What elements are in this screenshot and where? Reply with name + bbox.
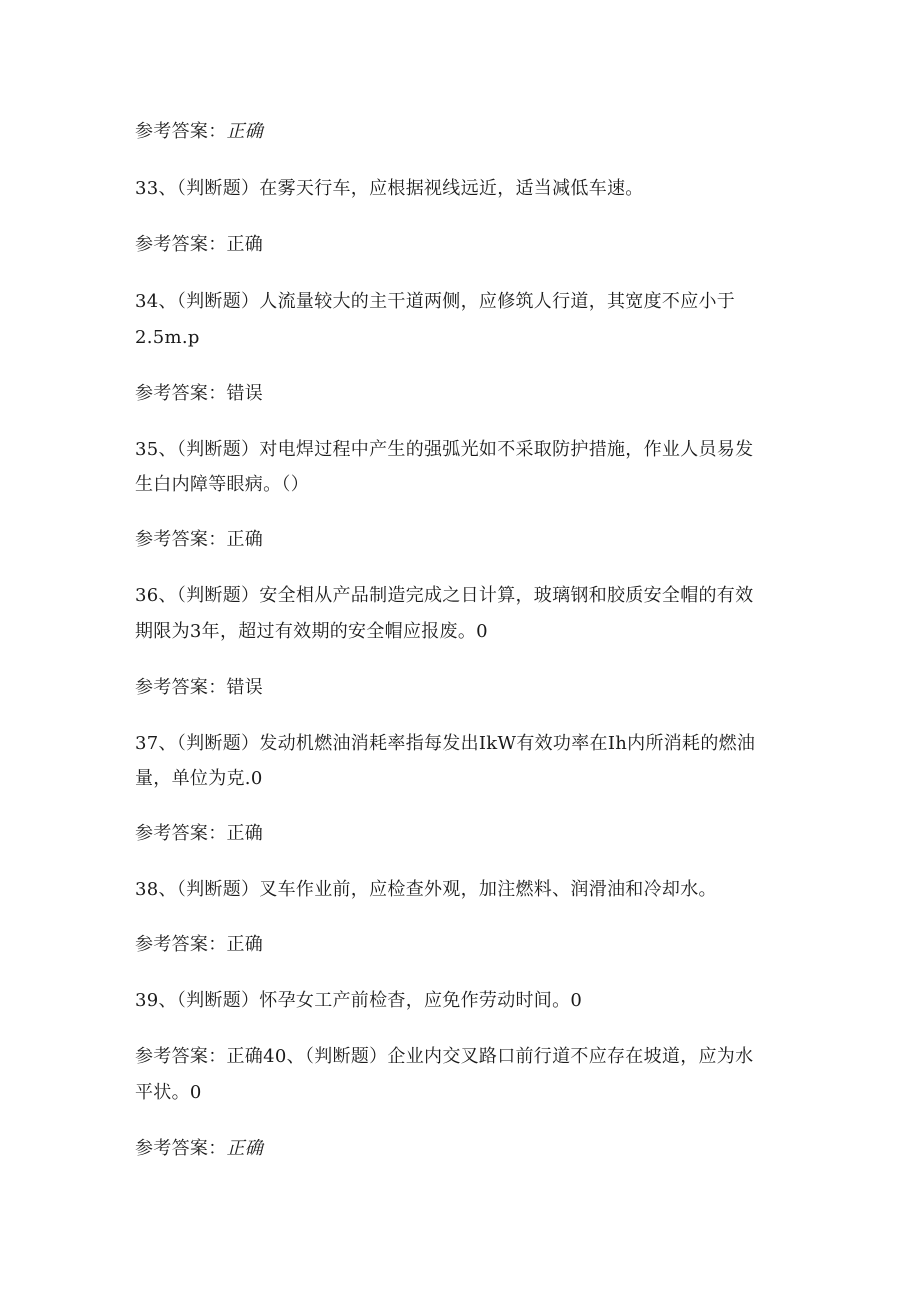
answer-value: 错误 [226,383,264,404]
answer-label: 参考答案： [135,383,227,404]
question-text: 生白内障等眼病。（） [135,474,309,495]
answer-line [135,821,785,847]
question-text: 38、（判断题）叉车作业前，应检查外观，加注燃料、润滑油和冷却水。 [135,879,717,900]
answer-label: 参考答案： [135,1138,227,1159]
question-34-line-2 [135,325,785,351]
question-33 [135,176,785,202]
answer-label: 参考答案： [135,234,227,255]
question-40-line-2 [135,1080,785,1106]
answer-line [135,232,785,258]
question-text: 期限为3年，超过有效期的安全帽应报废。0 [135,621,488,642]
answer-value: 正确 [226,121,264,142]
answer-value: 正确 [226,934,264,955]
question-39 [135,988,785,1014]
answer-label: 参考答案： [135,934,227,955]
answer-line-with-question-40 [135,1044,785,1070]
question-34-line-1 [135,289,785,315]
answer-label: 参考答案： [135,121,227,142]
question-text: 40、（判断题）企业内交叉路口前行道不应存在坡道，应为水 [263,1046,754,1067]
answer-label: 参考答案： [135,1046,227,1067]
question-38 [135,877,785,903]
answer-value: 错误 [226,677,264,698]
answer-label: 参考答案： [135,823,227,844]
question-text: 2.5m.p [135,327,200,348]
answer-line [135,1136,785,1162]
question-text: 量，单位为克.0 [135,768,263,789]
answer-line [135,119,785,145]
answer-value: 正确 [226,823,264,844]
answer-line [135,932,785,958]
question-35-line-1 [135,437,785,463]
question-text: 35、（判断题）对电焊过程中产生的强弧光如不采取防护措施，作业人员易发 [135,439,754,460]
answer-line [135,675,785,701]
answer-label: 参考答案： [135,529,227,550]
question-text: 36、（判断题）安全相从产品制造完成之日计算，玻璃钢和胶质安全帽的有效 [135,585,754,606]
question-text: 37、（判断题）发动机燃油消耗率指每发出IkW有效功率在Ih内所消耗的燃油 [135,733,756,754]
question-37-line-2 [135,766,785,792]
question-text: 33、（判断题）在雾天行车，应根据视线远近，适当减低车速。 [135,178,644,199]
question-37-line-1 [135,731,785,757]
answer-label: 参考答案： [135,677,227,698]
answer-value: 正确 [226,234,264,255]
question-text: 平状。0 [135,1082,202,1103]
question-text: 39、（判断题）怀孕女工产前检杳，应免作劳动时间。0 [135,990,583,1011]
answer-line [135,527,785,553]
answer-value: 正确 [226,1046,264,1067]
answer-value: 正确 [226,1138,264,1159]
answer-value: 正确 [226,529,264,550]
answer-line [135,381,785,407]
question-36-line-2 [135,619,785,645]
question-36-line-1 [135,583,785,609]
question-35-line-2 [135,472,785,498]
question-text: 34、（判断题）人流量较大的主干道两侧，应修筑人行道，其宽度不应小于 [135,291,736,312]
